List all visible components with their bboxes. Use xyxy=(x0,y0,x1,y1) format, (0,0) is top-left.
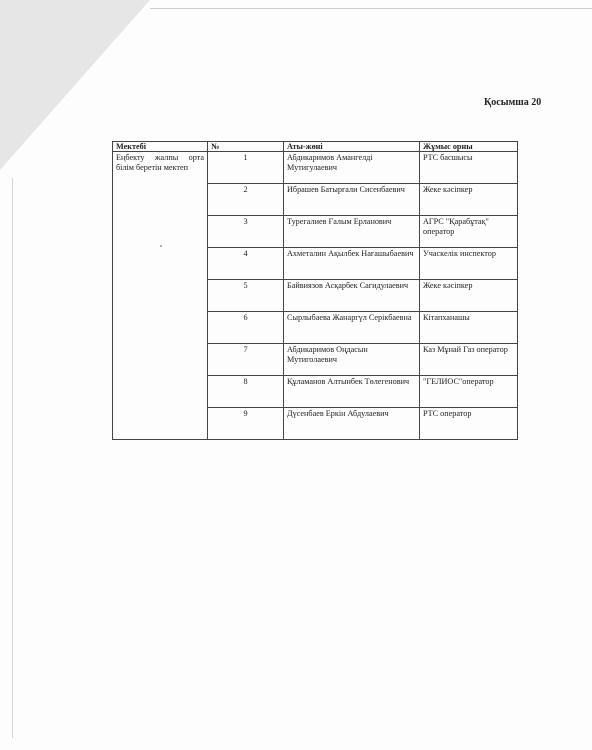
row-name: Байвиязов Асқарбек Сагидулаевич xyxy=(284,280,420,312)
row-number: 8 xyxy=(208,376,284,408)
row-workplace: Кітапханашы xyxy=(420,312,518,344)
row-number: 6 xyxy=(208,312,284,344)
scan-top-edge xyxy=(150,8,592,9)
staff-table xyxy=(112,141,518,440)
row-number: 9 xyxy=(208,408,284,440)
header-school: Мектебі xyxy=(113,142,208,152)
row-name: Турегалиев Ғалым Ерланович xyxy=(284,216,420,248)
row-workplace: РТС басшысы xyxy=(420,152,518,184)
scan-left-edge xyxy=(12,178,13,738)
row-name: Ибрашев Батырғали Сисенбаевич xyxy=(284,184,420,216)
row-name: Дүсенбаев Еркін Абдулаевич xyxy=(284,408,420,440)
row-workplace: АГРС "Қарабұтақ" оператор xyxy=(420,216,518,248)
row-number: 2 xyxy=(208,184,284,216)
annex-label: Қосымша 20 xyxy=(484,97,542,108)
row-number: 7 xyxy=(208,344,284,376)
row-number: 4 xyxy=(208,248,284,280)
row-workplace: Каз Мұнай Газ оператор xyxy=(420,344,518,376)
header-name: Аты-жөні xyxy=(284,142,420,152)
row-number: 1 xyxy=(208,152,284,184)
school-cell: Еңбекту жалпы орта білім беретін мектеп xyxy=(113,152,208,440)
row-workplace: Жеке кәсіпкер xyxy=(420,280,518,312)
header-number: № xyxy=(208,142,284,152)
row-workplace: Жеке кәсіпкер xyxy=(420,184,518,216)
header-workplace: Жұмыс орны xyxy=(420,142,518,152)
row-name: Сырлыбаева Жанаргүл Серікбаевна xyxy=(284,312,420,344)
row-number: 3 xyxy=(208,216,284,248)
row-name: Абдикаримов Оңдасын Мутиголаевич xyxy=(284,344,420,376)
table-row xyxy=(113,152,518,184)
row-workplace: "ГЕЛИОС"оператор xyxy=(420,376,518,408)
table-header-row xyxy=(113,142,518,152)
row-name: Абдикаримов Амангелді Мутигулаевич xyxy=(284,152,420,184)
row-workplace: Учаскелік инспектор xyxy=(420,248,518,280)
row-workplace: РТС оператор xyxy=(420,408,518,440)
row-number: 5 xyxy=(208,280,284,312)
row-name: Ахметалин Ақылбек Нағашыбаевич xyxy=(284,248,420,280)
row-name: Құламанов Алтынбек Төлегенович xyxy=(284,376,420,408)
